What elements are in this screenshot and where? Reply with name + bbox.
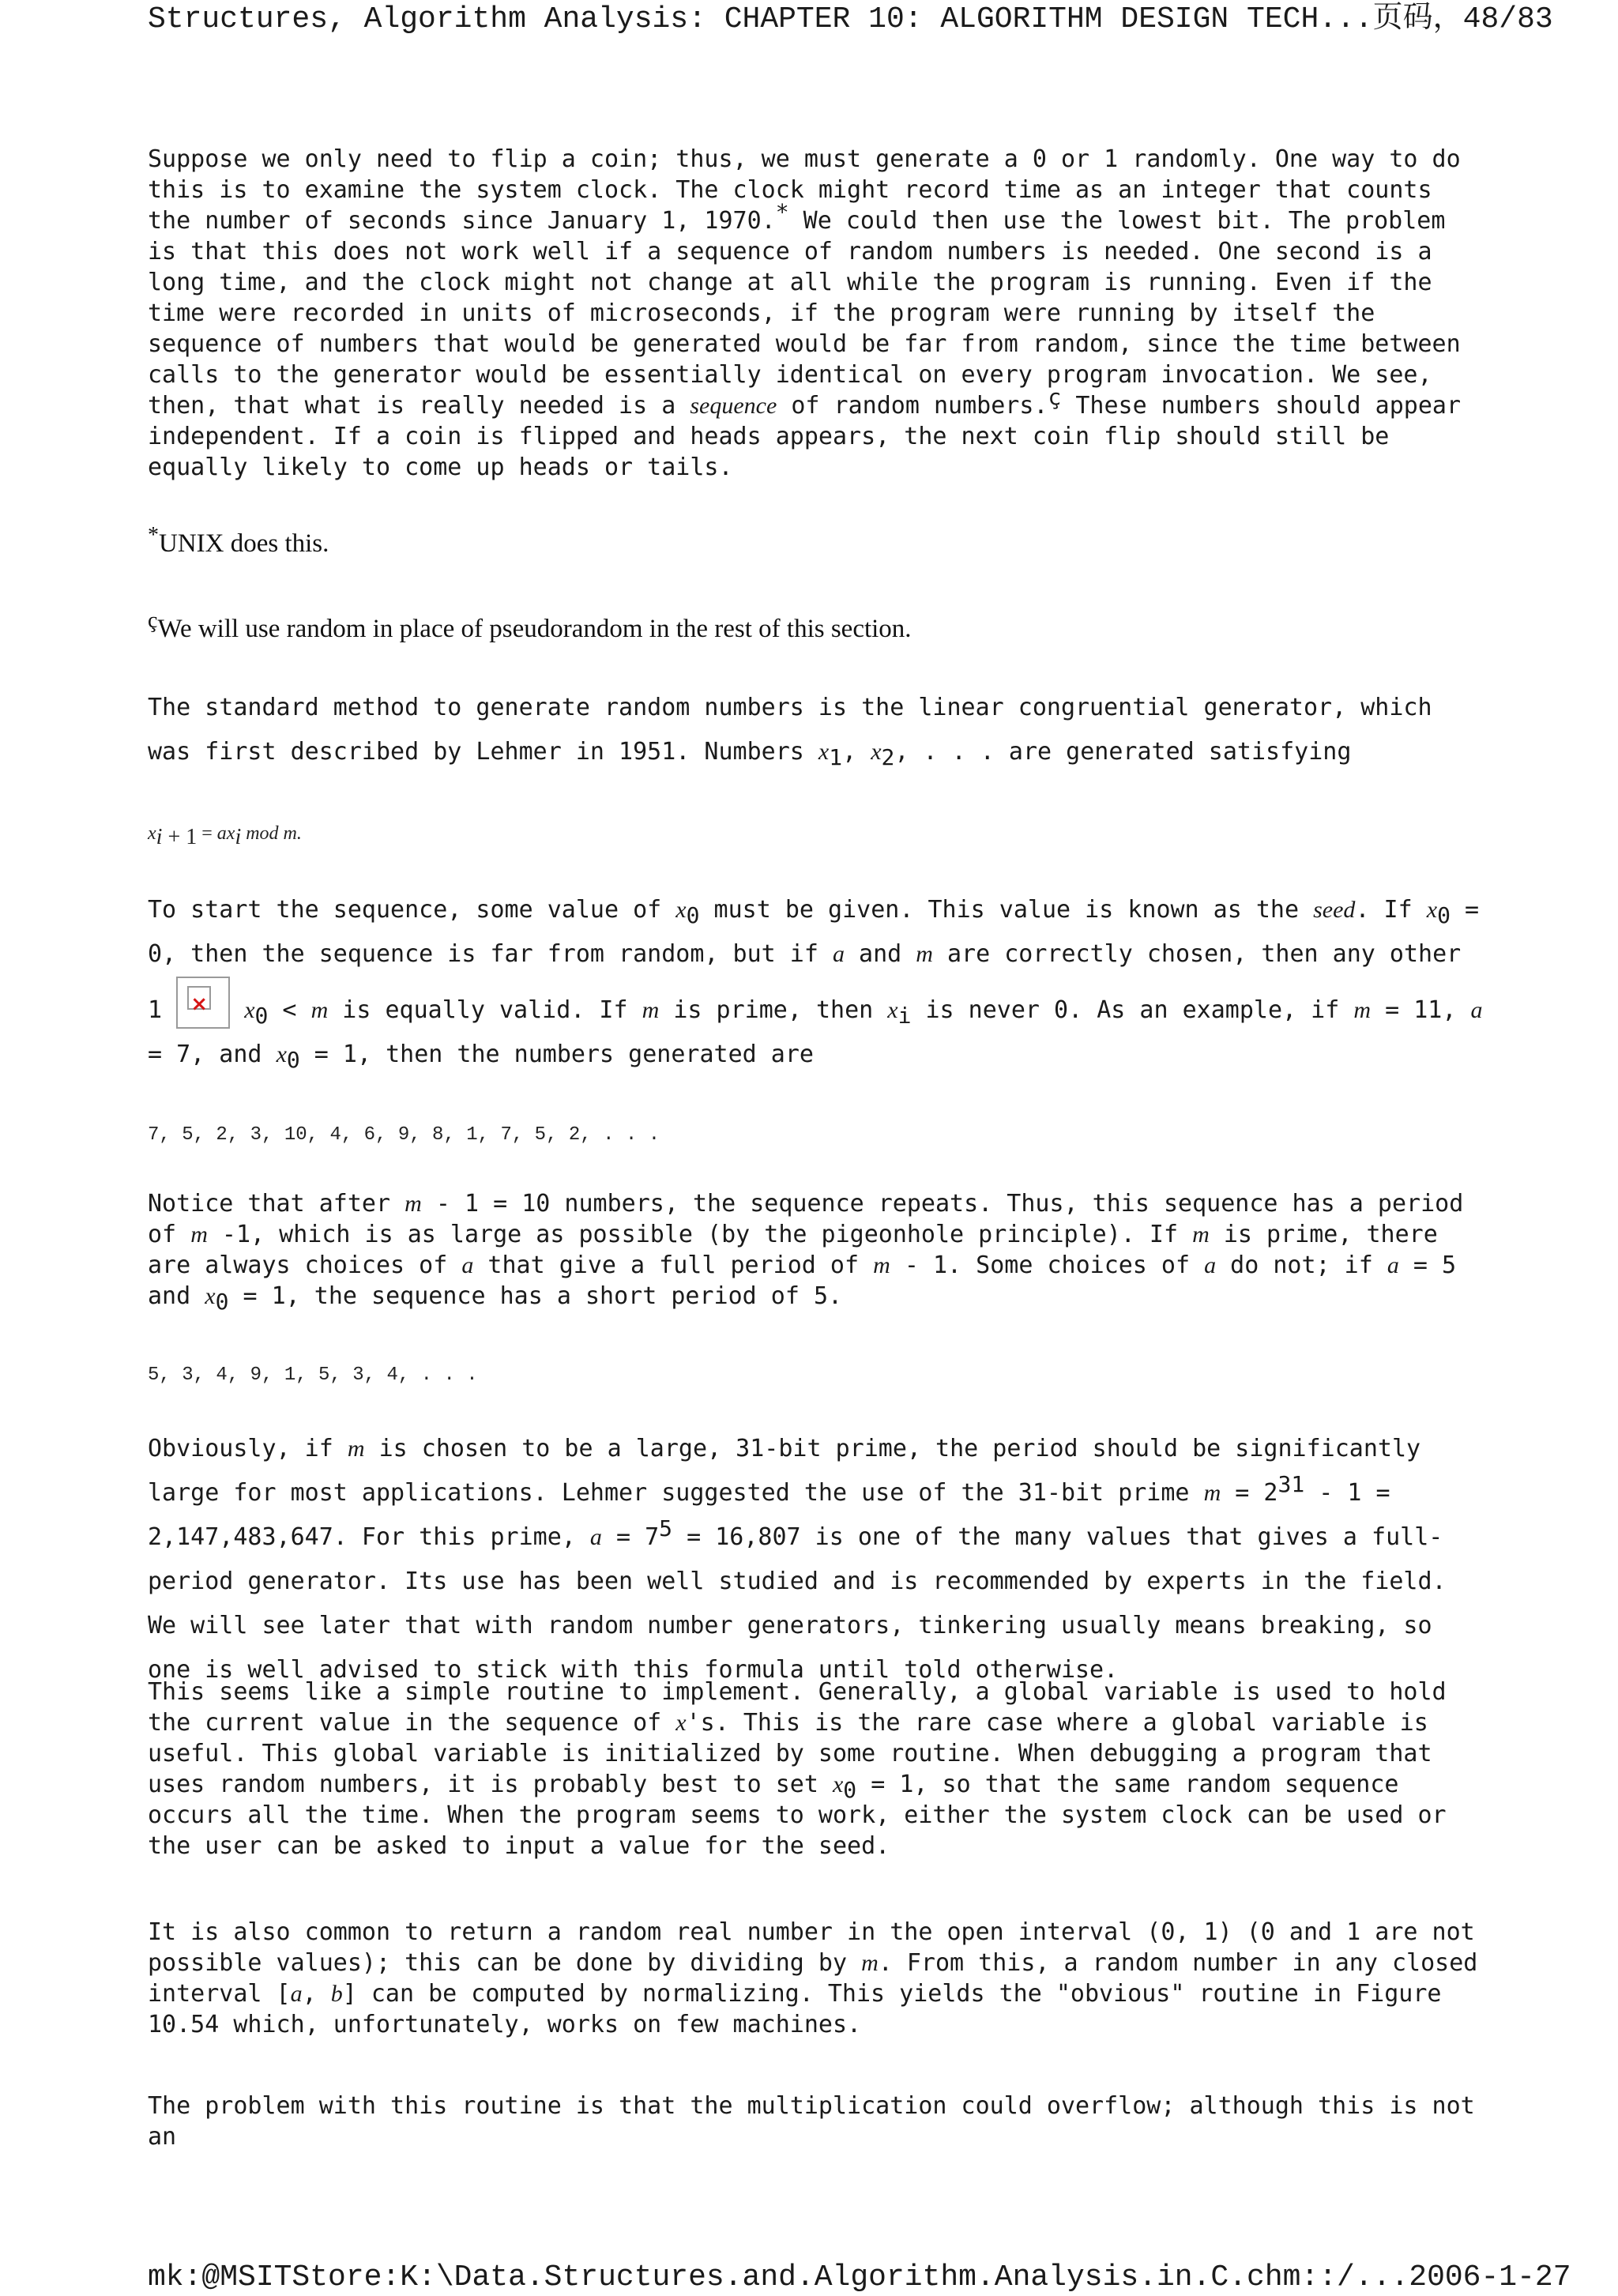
math-var: m: [1203, 1480, 1221, 1506]
math-var: m: [1353, 997, 1372, 1023]
math-op: =: [197, 823, 217, 844]
sequence-example-2: 5, 3, 4, 9, 1, 5, 3, 4, . . .: [148, 1364, 478, 1386]
text: We could then use the lowest bit. The problem is that this does not work well if a sequence of random numbers is needed. One second is a long time, and the clock might not change at all while the program is running. Even if the time were recorded in units of microseconds, if the program were running by itself the sequence of numbers that would be generated would be far from random, since the time between calls to the generator would be essentially identical on every program invocation. We see, then, that what is really needed is a: [148, 207, 1461, 420]
math-var: x: [675, 897, 687, 923]
math-var: x: [832, 1771, 844, 1797]
text: is never 0. As an example, if: [911, 996, 1354, 1024]
broken-image-icon: ×: [176, 977, 230, 1029]
paragraph-real-number: [148, 1917, 1483, 2040]
paragraph-period: [148, 1188, 1483, 1315]
math-var: x: [1426, 897, 1438, 923]
text: ] can be computed by normalizing. This yields the "obvious" routine in Figure 10.54 which, unfortunately, works on few machines.: [148, 1980, 1442, 2038]
math-var: m: [404, 1191, 422, 1217]
subscript: i: [235, 824, 242, 849]
text: do not; if: [1216, 1252, 1387, 1279]
emphasis: sequence: [690, 393, 777, 419]
text: ,: [842, 738, 871, 766]
math-var: m: [873, 1252, 890, 1278]
text: To start the sequence, some value of: [148, 896, 676, 924]
text: , . . . are generated satisfying: [894, 738, 1352, 766]
math-var: x: [205, 1283, 216, 1309]
math-var: x: [675, 1710, 687, 1736]
text: - 1 = 2,147,483,647. For this prime,: [148, 1479, 1390, 1551]
text: and: [844, 940, 916, 968]
superscript: 31: [1277, 1471, 1305, 1497]
text: Suppose we only need to flip a coin; thus, we must generate a 0 or 1 randomly. One way to do this is to examine the system clock. The clock might record time as an integer that counts the number of seconds since January 1, 1970.: [148, 145, 1461, 235]
paragraph-lehmer: [148, 686, 1483, 774]
math-text: mod m.: [241, 823, 302, 844]
math-var: a: [1204, 1252, 1217, 1278]
text: of random numbers.: [777, 392, 1048, 420]
paragraph-overflow: The problem with this routine is that the multiplication could overflow; although this is not an: [148, 2092, 1475, 2151]
text: is equally valid. If: [328, 996, 642, 1024]
text: ,: [302, 1980, 331, 2008]
footer-path: mk:@MSITStore:K:\Data.Structures.and.Algorithm.Analysis.in.C.chm::/...: [148, 2260, 1409, 2294]
paragraph-coin-flip: [148, 144, 1483, 483]
subscript: 2: [881, 744, 895, 770]
math-var: x: [818, 739, 830, 765]
text: must be given. This value is known as the: [699, 896, 1314, 924]
text: = 0, then the sequence is far from random, but if: [148, 896, 1480, 968]
footnote-marker[interactable]: *: [775, 199, 789, 225]
math-var: x: [276, 1041, 287, 1067]
text: - 1. Some choices of: [890, 1252, 1205, 1279]
text: = 5 and: [148, 1252, 1457, 1310]
subscript: i: [897, 1003, 912, 1029]
subscript: + 1: [162, 824, 198, 849]
math-var: a: [1470, 997, 1483, 1023]
subscript: i: [156, 824, 163, 849]
text: = 1, then the numbers generated are: [299, 1041, 814, 1068]
text: = 1, the sequence has a short period of 5.: [228, 1282, 843, 1310]
paragraph-global-variable: [148, 1677, 1483, 1861]
math-var: b: [330, 1981, 343, 2007]
superscript: 5: [659, 1515, 673, 1541]
sequence-example-1: 7, 5, 2, 3, 10, 4, 6, 9, 8, 1, 7, 5, 2, . . .: [148, 1124, 660, 1146]
footnote-pseudorandom: [148, 608, 912, 645]
math-var: x: [871, 739, 882, 765]
math-var: a: [832, 941, 845, 967]
math-var: a: [290, 1981, 303, 2007]
text: = 11,: [1371, 996, 1471, 1024]
subscript: 0: [215, 1289, 229, 1315]
math-var: x: [148, 823, 156, 844]
paragraph-seed: [148, 888, 1483, 1077]
subscript: 0: [254, 1003, 269, 1029]
equation-lcg: [148, 822, 302, 849]
footnote-mark: ç: [148, 608, 158, 633]
text: Obviously, if: [148, 1435, 348, 1462]
text: 's. This is the rare case where a global variable is useful. This global variable is initialized by some routine. When debugging a program that uses random numbers, it is probably best to set: [148, 1709, 1432, 1798]
math-var: a: [1387, 1252, 1399, 1278]
text: These numbers should appear independent. If a coin is flipped and heads appears, the next coin flip should still be equally likely to come up heads or tails.: [148, 392, 1462, 481]
text: is prime, there are always choices of: [148, 1221, 1438, 1279]
text: = 16,807 is one of the many values that gives a full-period generator. Its use has been well studied and is recommended by experts in the field. We will see later that with random number generators, tinkering usually means breaking, so one is well advised to stick with this formula until told otherwise.: [148, 1523, 1447, 1684]
math-var: x: [244, 997, 255, 1023]
footnote-unix: [148, 523, 329, 559]
subscript: 0: [843, 1777, 857, 1803]
math-var: m: [642, 997, 660, 1023]
footnote-text: UNIX does this.: [159, 529, 329, 558]
text: is chosen to be a large, 31-bit prime, the period should be significantly large for most applications. Lehmer suggested the use of the 31-bit prime: [148, 1435, 1421, 1507]
footer-date: 2006-1-27: [1409, 2260, 1571, 2294]
header-page-number: 页码，48/83: [1372, 2, 1553, 36]
math-var: m: [347, 1436, 365, 1462]
text: that give a full period of: [473, 1252, 874, 1279]
text: are correctly chosen, then any other 1: [148, 940, 1462, 1024]
text: The standard method to generate random numbers is the linear congruential generator, which was first described by Lehmer in 1951. Numbers: [148, 694, 1432, 766]
paragraph-large-prime: [148, 1427, 1483, 1692]
text: -1, which is as large as possible (by the pigeonhole principle). If: [207, 1221, 1193, 1248]
math-var: a: [589, 1524, 602, 1550]
emphasis: seed: [1313, 897, 1356, 923]
subscript: 0: [686, 902, 700, 928]
subscript: 0: [286, 1047, 300, 1073]
math-var: m: [916, 941, 933, 967]
header-title: Structures, Algorithm Analysis: CHAPTER 10: ALGORITHM DESIGN TECH...: [148, 2, 1373, 36]
page-header: [148, 2, 1553, 38]
footnote-marker[interactable]: ç: [1048, 384, 1062, 410]
text: . If: [1355, 896, 1427, 924]
text: = 2: [1221, 1479, 1278, 1507]
text: Notice that after: [148, 1190, 405, 1218]
text: This seems like a simple routine to implement. Generally, a global variable is used to hold the current value in the sequence of: [148, 1678, 1447, 1737]
text: <: [268, 996, 311, 1024]
footnote-text: We will use random in place of pseudorandom in the rest of this section.: [157, 615, 912, 643]
text: . From this, a random number in any closed interval [: [148, 1949, 1478, 2008]
footnote-mark: *: [148, 523, 159, 548]
text: = 1, so that the same random sequence occurs all the time. When the program seems to work, either the system clock can be used or the user can be asked to input a value for the seed.: [148, 1771, 1447, 1860]
text: is prime, then: [659, 996, 888, 1024]
text: = 7, and: [148, 1041, 277, 1068]
math-var: m: [1192, 1221, 1210, 1248]
math-var: m: [190, 1221, 208, 1248]
math-var: m: [310, 997, 329, 1023]
subscript: 0: [1437, 902, 1451, 928]
page-footer: [148, 2260, 1571, 2296]
text: - 1 = 10 numbers, the sequence repeats. Thus, this sequence has a period of: [148, 1190, 1464, 1248]
text: = 7: [601, 1523, 660, 1551]
math-var: m: [861, 1950, 879, 1976]
math-var: x: [887, 997, 898, 1023]
math-var: ax: [216, 823, 235, 844]
text: It is also common to return a random real number in the open interval (0, 1) (0 and 1 are not possible values); this can be done by dividing by: [148, 1918, 1475, 1977]
subscript: 1: [829, 744, 843, 770]
math-var: a: [461, 1252, 474, 1278]
